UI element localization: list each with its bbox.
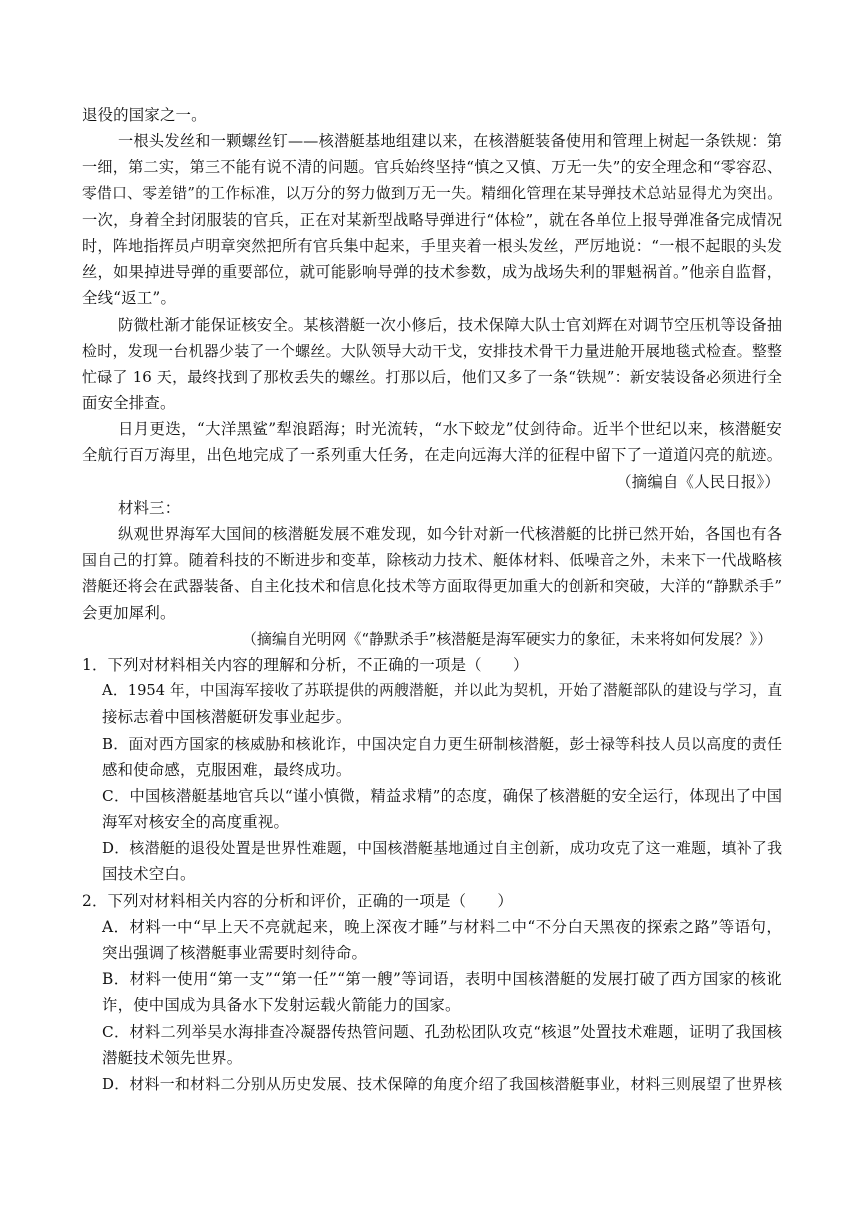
paragraph-line: 忙碌了 16 天，最终找到了那枚丢失的螺丝。打那以后，他们又多了一条“铁规”：新安装设备必须进行全 xyxy=(82,367,782,386)
answer-option: 海军对核安全的高度重视。 xyxy=(102,813,290,832)
paragraph-line: 国自己的打算。随着科技的不断进步和变革，除核动力技术、艇体材料、低噪音之外，未来下一代战略核 xyxy=(82,551,782,570)
paragraph-line: 全航行百万海里，出色地完成了一系列重大任务，在走向远海大洋的征程中留下了一道道闪亮的航迹。 xyxy=(82,446,782,465)
answer-option: B．面对西方国家的核威胁和核讹诈，中国决定自力更生研制核潜艇，彭士禄等科技人员以高度的责任 xyxy=(102,734,782,753)
answer-option: D．核潜艇的退役处置是世界性难题，中国核潜艇基地通过自主创新，成功攻克了这一难题，填补了我 xyxy=(102,839,782,858)
answer-option: 国技术空白。 xyxy=(102,865,196,884)
answer-option: A．1954 年，中国海军接收了苏联提供的两艘潜艇，并以此为契机，开始了潜艇部队的建设与学习，直 xyxy=(102,682,782,700)
text-line: 退役的国家之一。 xyxy=(82,106,207,124)
paragraph-line: 丝，如果掉进导弹的重要部位，就可能影响导弹的技术参数，成为战场失利的罪魁祸首。”他亲自监督， xyxy=(82,263,782,282)
paragraph-line: 防微杜渐才能保证核安全。某核潜艇一次小修后，技术保障大队士官刘辉在对调节空压机等设备抽 xyxy=(118,315,782,334)
answer-option: 接标志着中国核潜艇研发事业起步。 xyxy=(102,708,352,727)
paragraph-line: 时，阵地指挥员卢明章突然把所有官兵集中起来，手里夹着一根头发丝，严厉地说：“一根不起眼的头发 xyxy=(82,236,782,255)
answer-option: C．材料二列举吴水海排查冷凝器传热管问题、孔劲松团队攻克“核退”处置技术难题，证明了我国核 xyxy=(102,1022,782,1041)
paragraph-line: 日月更迭，“大洋黑鲨”犁浪蹈海；时光流转，“水下蛟龙”仗剑待命。近半个世纪以来，核潜艇安 xyxy=(118,420,782,439)
paragraph-line: 全线“返工”。 xyxy=(82,289,177,308)
answer-option: 诈，使中国成为具备水下发射运载火箭能力的国家。 xyxy=(102,996,461,1015)
answer-option: A．材料一中“早上天不亮就起来，晚上深夜才睡”与材料二中“不分白天黑夜的探索之路”等语句， xyxy=(102,917,782,936)
answer-option: B．材料一使用“第一支”“第一任”“第一艘”等词语，表明中国核潜艇的发展打破了西方国家的核讹 xyxy=(102,970,782,989)
source-citation: （摘编自光明网《“静默杀手”核潜艇是海军硬实力的象征，未来将如何发展？》） xyxy=(242,629,773,648)
answer-option: 突出强调了核潜艇事业需要时刻待命。 xyxy=(102,944,368,962)
question-stem: 1．下列对材料相关内容的理解和分析，不正确的一项是（ ） xyxy=(82,655,529,674)
paragraph-line: 一根头发丝和一颗螺丝钉——核潜艇基地组建以来，在核潜艇装备使用和管理上树起一条铁规：第 xyxy=(118,132,782,151)
exam-page xyxy=(82,102,782,1097)
question-stem: 2．下列对材料相关内容的分析和评价，正确的一项是（ ） xyxy=(82,891,513,910)
material-heading: 材料三： xyxy=(118,498,181,517)
answer-option: 潜艇技术领先世界。 xyxy=(102,1048,243,1067)
paragraph-line: 会更加犀利。 xyxy=(82,603,176,622)
answer-option: C．中国核潜艇基地官兵以“谨小慎微，精益求精”的态度，确保了核潜艇的安全运行，体现出了中国 xyxy=(102,786,782,805)
paragraph-line: 一次，身着全封闭服装的官兵，正在对某新型战略导弹进行“体检”，就在各单位上报导弹准备完成情况 xyxy=(82,210,782,229)
paragraph-line: 面安全排查。 xyxy=(82,394,176,413)
paragraph-line: 一细，第二实，第三不能有说不清的问题。官兵始终坚持“慎之又慎、万无一失”的安全理念和“零容忍、 xyxy=(82,158,782,177)
answer-option: D．材料一和材料二分别从历史发展、技术保障的角度介绍了我国核潜艇事业，材料三则展望了世界核 xyxy=(102,1074,782,1093)
paragraph-line: 潜艇还将会在武器装备、自主化技术和信息化技术等方面取得更加重大的创新和突破，大洋的“静默杀手” xyxy=(82,577,782,596)
paragraph-line: 纵观世界海军大国间的核潜艇发展不难发现，如今针对新一代核潜艇的比拼已然开始，各国也有各 xyxy=(118,525,782,543)
source-citation: （摘编自《人民日报》） xyxy=(616,472,780,491)
paragraph-line: 零借口、零差错”的工作标准，以万分的努力做到万无一失。精细化管理在某导弹技术总站显得尤为突出。 xyxy=(82,184,782,202)
answer-option: 感和使命感，克服困难，最终成功。 xyxy=(102,760,352,779)
paragraph-line: 检时，发现一台机器少装了一个螺丝。大队领导大动干戈，安排技术骨干力量进舱开展地毯式检查。整整 xyxy=(82,341,782,360)
